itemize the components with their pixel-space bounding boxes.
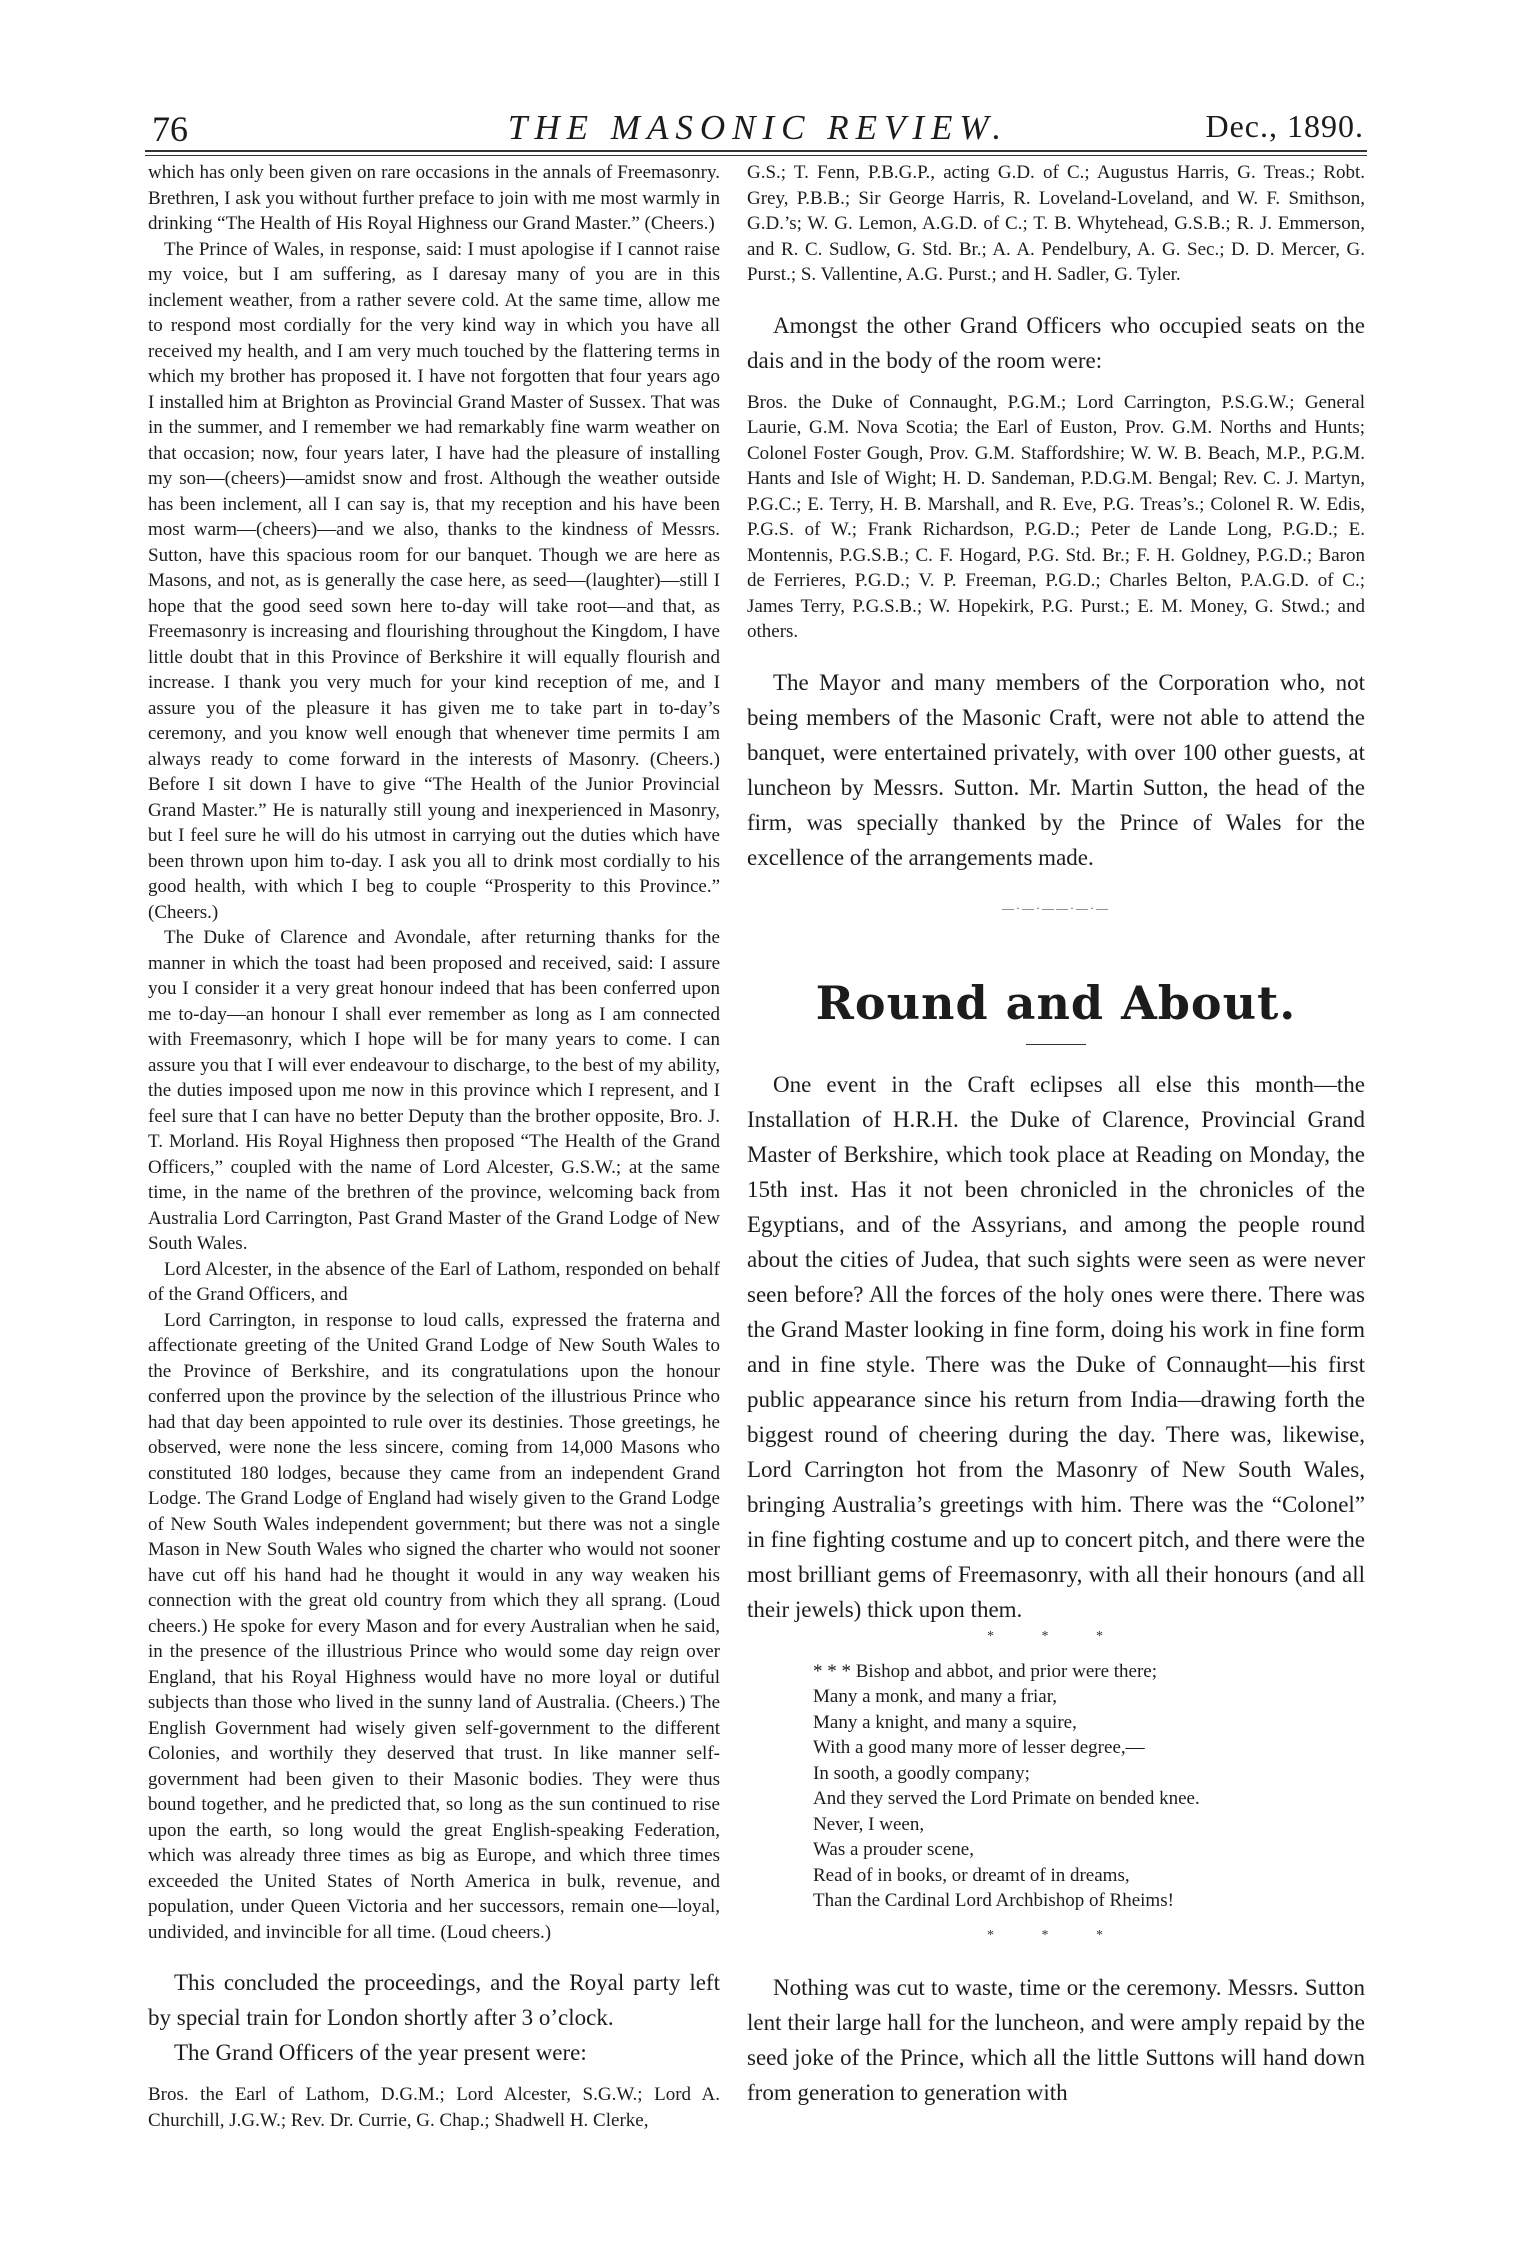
right-column <box>747 160 1365 2235</box>
body-paragraph: Amongst the other Grand Officers who occupied seats on the dais and in the body of the room were: <box>747 312 1365 373</box>
body-paragraph: This concluded the proceedings, and the Royal party left by special train for London shortly after 3 o’clock. <box>148 1970 720 2030</box>
body-paragraph: One event in the Craft eclipses all else this month—the Installation of H.R.H. the Duke of Clarence, Provincial Grand Master of Berkshire, which took place at Reading on Monday, the 15th inst. Has it not been chronicled in the chronicles of the Egyptians, and of the Assyrians, and among the people round about the cities of Judea, that such sights were seen as were never seen before? All the forces of the holy ones were there. There was the Grand Master looking in fine form, doing his work in fine form and in fine style. There was the Duke of Connaught—his first public appearance since his return from India—drawing forth the biggest round of cheering during the day. There was, likewise, Lord Carrington hot from the Masonry of New South Wales, bringing Australia’s greetings with him. There was the “Colonel” in fine fighting costume and up to concert pitch, and there were the most brilliant gems of Freemasonry, with all their honours (and all their jewels) thick upon them. <box>747 1071 1365 1622</box>
body-paragraph: Nothing was cut to waste, time or the ceremony. Messrs. Sutton lent their large hall for the luncheon, and were amply repaid by the seed joke of the Prince, which all the little Suttons will hand down from generation to generation with <box>747 1974 1365 2105</box>
officers-list-continued: G.S.; T. Fenn, P.B.G.P., acting G.D. of C.; Augustus Harris, G. Treas.; Robt. Grey, P.B.B.; Sir George Harris, R. Loveland-Loveland, and W. F. Smithson, G.D.’s; W. G. Lemon, A.G.D. of C.; T. B. Whytehead, G.S.B.; R. J. Emmerson, and R. C. Sudlow, G. Std. Br.; A. A. Pendelbury, A. G. Sec.; D. D. Mercer, G. Purst.; S. Vallentine, A.G. Purst.; and H. Sadler, G. Tyler. <box>747 162 1365 285</box>
poem-line: In sooth, a goodly company; <box>813 1762 1030 1784</box>
title-rule <box>1026 1044 1086 1045</box>
asterism: * * * <box>987 1628 1125 1644</box>
poem-line: Read of in books, or dreamt of in dreams, <box>813 1864 1130 1886</box>
asterism: * * * <box>987 1927 1125 1943</box>
body-paragraph: The Mayor and many members of the Corporation who, not being members of the Masonic Craft, were not able to attend the banquet, were entertained privately, with over 100 other guests, at luncheon by Messrs. Sutton. Mr. Martin Sutton, the head of the firm, was specially thanked by the Prince of Wales for the excellence of the arrangements made. <box>747 669 1365 870</box>
running-header <box>152 108 1364 148</box>
speech-paragraph: Lord Carrington, in response to loud calls, expressed the fraterna and affectionate greeting of the United Grand Lodge of New South Wales to the Province of Berkshire, and its congratulations upon the honour conferred upon the province by the selection of the illustrious Prince who had that day been appointed to rule over its destinies. Those greetings, he observed, were none the less sincere, coming from 14,000 Masons who constituted 180 lodges, because they came from an independent Grand Lodge. The Grand Lodge of England had wisely given to the Grand Lodge of New South Wales independent government; but there was not a single Mason in New South Wales who signed the charter who would not sooner have cut off his hand had he thought it would in any way weaken his connection with the great old country from which they all sprang. (Loud cheers.) He spoke for every Mason and for every Australian when he said, in the presence of the illustrious Prince who would some day reign over England, that his Royal Highness would have no more loyal or dutiful subjects than those who lived in the sunny land of Australia. (Cheers.) The English Government had wisely given self-government to the different Colonies, and worthily they deserved that trust. In like manner self-government had been given to their Masonic bodies. They were thus bound together, and he predicted that, so long as the sun continued to rise upon the earth, so long would the great English-speaking Federation, which was already three times as big as Europe, and which three times exceeded the United States of North America in bulk, revenue, and population, under Queen Victoria and her successors, remain one—loyal, undivided, and invincible for all time. (Loud cheers.) <box>148 1309 720 1943</box>
poem-line: And they served the Lord Primate on bended knee. <box>813 1788 1200 1809</box>
poem-line: Many a knight, and many a squire, <box>813 1711 1077 1733</box>
poem-line: Was a prouder scene, <box>813 1839 974 1860</box>
section-title: Round and About. <box>815 975 1297 1030</box>
other-officers-list: Bros. the Duke of Connaught, P.G.M.; Lord Carrington, P.S.G.W.; General Laurie, G.M. Nova Scotia; the Earl of Euston, Prov. G.M. Norths and Hunts; Colonel Foster Gough, Prov. G.M. Staffordshire; W. W. B. Beach, M.P., P.G.M. Hants and Isle of Wight; H. D. Sandeman, P.D.G.M. Bengal; Rev. C. J. Martyn, P.G.C.; E. Terry, H. B. Marshall, and R. Eve, P.G. Treas’s.; Colonel R. W. Edis, P.G.S. of W.; Frank Richardson, P.G.D.; Peter de Lande Long, P.G.D.; E. Montennis, P.G.S.B.; C. F. Hogard, P.G. Std. Br.; F. H. Goldney, P.G.D.; Baron de Ferrieres, P.G.D.; V. P. Freeman, P.G.D.; Charles Belton, P.A.G.D. of C.; James Terry, P.G.S.B.; W. Hopekirk, P.G. Purst.; E. M. Money, G. Stwd.; and others. <box>747 391 1365 642</box>
poem-line: Many a monk, and many a friar, <box>813 1686 1058 1707</box>
poem-line: Never, I ween, <box>813 1813 925 1835</box>
officers-list: Bros. the Earl of Lathom, D.G.M.; Lord Alcester, S.G.W.; Lord A. Churchill, J.G.W.; Rev. Dr. Currie, G. Chap.; Shadwell H. Clerke, <box>148 2084 720 2131</box>
issue-date: Dec., 1890. <box>1205 108 1364 144</box>
poem <box>813 1659 1365 1914</box>
poem-line: With a good many more of lesser degree,— <box>813 1737 1145 1758</box>
header-rule <box>145 150 1367 152</box>
poem-line: Than the Cardinal Lord Archbishop of Rheims! <box>813 1890 1174 1911</box>
page-number: 76 <box>152 109 188 149</box>
journal-title: THE MASONIC REVIEW. <box>507 108 1009 147</box>
section-ornament: —·—·——·—·— <box>1002 900 1110 915</box>
speech-paragraph: The Prince of Wales, in response, said: I must apologise if I cannot raise my voice, but I am suffering, as I daresay many of you are in this inclement weather, from a rather severe cold. At the same time, allow me to respond most cordially for the very kind way in which you have all received my health, and I am very much touched by the flattering terms in which my brother has proposed it. I have not forgotten that four years ago I installed him at Brighton as Provincial Grand Master of Sussex. That was in the summer, and I remember we had remarkably fine warm weather on that occasion; now, four years later, I have had the pleasure of installing my son—(cheers)—amidst snow and frost. Although the weather outside has been inclement, all I can say is, that my reception and his have been most warm—(cheers)—and we also, thanks to the kindness of Messrs. Sutton, have this spacious room for our banquet. Though we are here as Masons, and not, as is generally the case here, as seed—(laughter)—still I hope that the good seed sown here to-day will take root—and that, as Freemasonry is increasing and flourishing throughout the Kingdom, I have little doubt that in this Province of Berkshire it will equally flourish and increase. I thank you very much for your kind reception of me, and I assure you of the pleasure it has given me to take part in to-day’s ceremony, and you know well enough that whenever time permits I am always ready to come forward in the interests of Masonry. (Cheers.) Before I sit down I have to give “The Health of the Junior Provincial Grand Master.” He is naturally still young and inexperienced in Masonry, but I feel sure he will do his utmost in carrying out the duties which have been thrown upon him to-day. I ask you all to drink most cordially to his good health, with which I beg to couple “Prosperity to this Province.” (Cheers.) <box>148 238 720 923</box>
speech-paragraph: which has only been given on rare occasions in the annals of Freemasonry. Brethren, I ask you without further preface to join with me most warmly in drinking “The Health of His Royal Highness our Grand Master.” (Cheers.) <box>148 162 720 234</box>
body-paragraph: The Grand Officers of the year present were: <box>174 2040 587 2065</box>
speech-paragraph: The Duke of Clarence and Avondale, after returning thanks for the manner in which the toast had been proposed and received, said: I assure you I consider it a very great honour indeed that has been conferred upon me to-day—an honour I shall ever remember as long as I am connected with Freemasonry, which I hope will be for many years to come. I can assure you that I will ever endeavour to discharge, to the best of my ability, the duties imposed upon me now in this province which I represent, and I feel sure that I can have no better Deputy than the brother opposite, Bro. J. T. Morland. His Royal Highness then proposed “The Health of the Grand Officers,” coupled with the name of Lord Alcester, G.S.W.; at the same time, in the name of the brethren of the province, welcoming back from Australia Lord Carrington, Past Grand Master of the Grand Lodge of New South Wales. <box>148 927 720 1254</box>
left-column <box>148 160 720 2235</box>
poem-line: * * * Bishop and abbot, and prior were there; <box>813 1660 1158 1682</box>
speech-paragraph: Lord Alcester, in the absence of the Earl of Lathom, responded on behalf of the Grand Officers, and <box>148 1258 720 1305</box>
header-rule-thin <box>145 155 1367 156</box>
